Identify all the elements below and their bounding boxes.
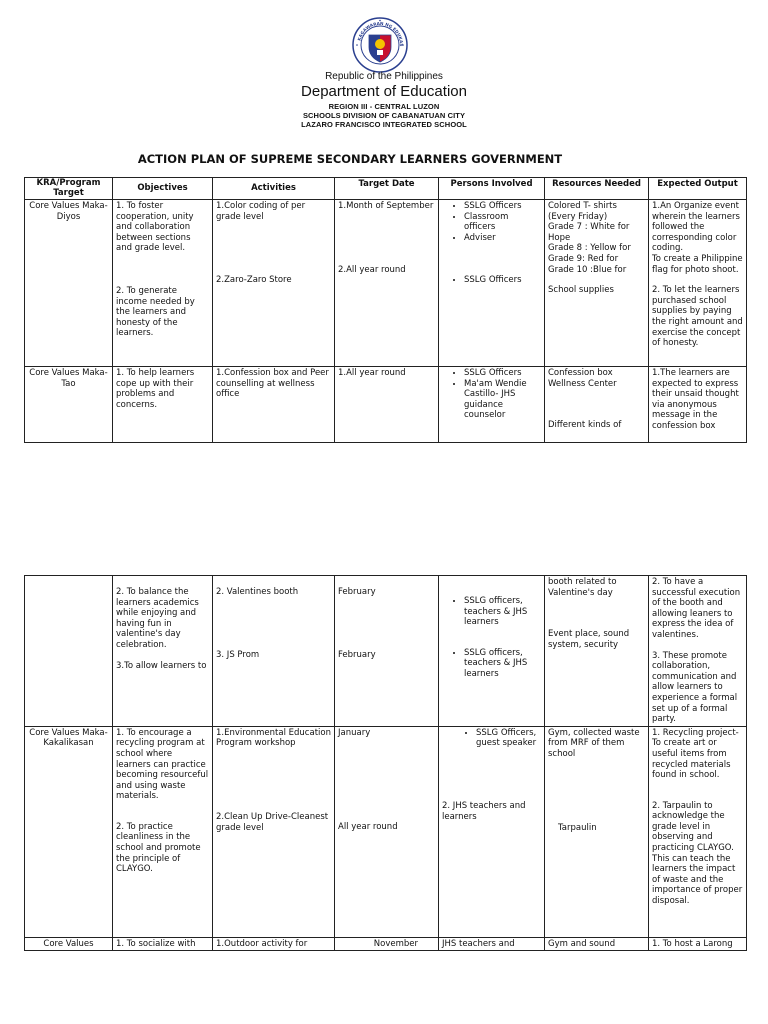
target-date-item: February — [338, 587, 376, 597]
table-row — [25, 576, 747, 727]
target-date-item: November — [373, 938, 418, 949]
person-item: • SSLG Officers — [464, 368, 541, 379]
division-line: SCHOOLS DIVISION OF CABANATUAN CITY — [302, 111, 466, 120]
seal-text: KAGAWARAN NG EDUKAS — [356, 20, 405, 47]
action-plan-table-part2 — [24, 575, 747, 951]
activity-item: 1.Outdoor activity for — [216, 938, 308, 949]
output-cell — [649, 726, 747, 937]
column-header: Target Date — [335, 178, 439, 200]
column-header: Activities — [213, 178, 335, 200]
person-item: • SSLG Officers — [464, 201, 541, 212]
deped-seal-logo — [352, 17, 408, 73]
activities-cell — [213, 726, 335, 937]
resources-cell — [545, 726, 649, 937]
persons-cell — [439, 367, 545, 443]
objectives-cell — [113, 937, 213, 951]
activities-cell — [213, 576, 335, 727]
column-header: Persons Involved — [439, 178, 545, 200]
target-date-item: 2.All year round — [338, 264, 406, 275]
person-item: JHS teachers and — [442, 938, 515, 949]
output-cell — [649, 937, 747, 951]
table-row — [25, 726, 747, 937]
activity-item: 2.Clean Up Drive-Cleanest grade level — [216, 811, 329, 833]
target-date-cell — [335, 576, 439, 727]
person-item: 2. JHS teachers and learners — [442, 800, 526, 822]
activity-item: 2.Zaro-Zaro Store — [216, 275, 292, 286]
department-name: Department of Education — [301, 83, 467, 100]
objective-item: 1. To help learners cope up with their problems and concerns. — [116, 368, 195, 410]
activities-cell — [213, 937, 335, 951]
persons-cell — [439, 726, 545, 937]
region-line: REGION III - CENTRAL LUZON — [328, 102, 440, 111]
kra-cell: Core Values Maka-Kakalikasan — [25, 726, 113, 937]
action-plan-table-part1 — [24, 177, 747, 443]
person-item: • Classroom officers — [464, 212, 541, 233]
persons-cell — [439, 200, 545, 367]
target-date-item: 1.Month of September — [338, 201, 434, 211]
output-cell — [649, 367, 747, 443]
resource-item: Tarpaulin — [558, 822, 597, 833]
target-date-cell — [335, 200, 439, 367]
column-header: Objectives — [113, 178, 213, 200]
objective-item: 2. To practice cleanliness in the school and promote the principle of CLAYGO. — [116, 821, 201, 875]
objective-item: 1. To socialize with — [116, 938, 196, 949]
target-date-cell — [335, 726, 439, 937]
resource-item: Gym, collected waste from MRF of them school — [548, 727, 640, 759]
document-title: ACTION PLAN OF SUPREME SECONDARY LEARNERS GOVERNMENT — [137, 152, 563, 166]
objectives-cell — [113, 576, 213, 727]
kra-cell — [25, 576, 113, 727]
kra-cell: Core Values Maka-Tao — [25, 367, 113, 443]
objectives-cell — [113, 367, 213, 443]
persons-cell — [439, 937, 545, 951]
resource-item: Colored T- shirts (Every Friday) Grade 7 : White for Hope Grade 8 : Yellow for Grade 9: Red for Grade 10 :Blue for — [548, 201, 631, 275]
table-row — [25, 367, 747, 443]
activity-item: 3. JS Prom — [216, 649, 260, 660]
activity-item: 1.Environmental Education Program workshop — [216, 727, 331, 749]
activities-cell — [213, 367, 335, 443]
persons-cell — [439, 576, 545, 727]
target-date-item: February — [338, 649, 376, 660]
person-item: • SSLG Officers — [464, 275, 541, 286]
target-date-item: 1.All year round — [338, 368, 406, 378]
resource-item: Event place, sound system, security — [548, 629, 630, 650]
resource-item: School supplies — [548, 285, 614, 296]
resources-cell — [545, 200, 649, 367]
kra-cell: Core Values — [25, 937, 113, 951]
objective-item: 2. To balance the learners academics while enjoying and having fun in valentine's day celebration. — [116, 587, 199, 650]
school-line: LAZARO FRANCISCO INTEGRATED SCHOOL — [301, 120, 467, 129]
person-item: • Adviser — [464, 233, 541, 244]
resources-cell — [545, 937, 649, 951]
output-item: 1.The learners are expected to express their unsaid thought via anonymous message in the confession box — [652, 368, 739, 431]
activity-item: 1.Color coding of per grade level — [216, 201, 306, 222]
objective-item: 3.To allow learners to — [116, 660, 207, 671]
target-date-item: All year round — [338, 822, 398, 833]
activity-item: 1.Confession box and Peer counselling at wellness office — [216, 368, 329, 400]
table-row — [25, 200, 747, 367]
resource-item: Different kinds of — [548, 420, 622, 431]
activity-item: 2. Valentines booth — [216, 587, 299, 597]
output-cell — [649, 576, 747, 727]
target-date-cell — [335, 367, 439, 443]
kra-cell: Core Values Maka-Diyos — [25, 200, 113, 367]
resources-cell — [545, 576, 649, 727]
person-item: • SSLG officers, teachers & JHS learners — [464, 648, 541, 680]
output-cell — [649, 200, 747, 367]
table-header-row — [25, 178, 747, 200]
output-item: 3. These promote collaboration, communication and allow learners to experience a formal set up of a formal party. — [652, 650, 738, 725]
output-item: 1. Recycling project- To create art or useful items from recycled materials found in school. — [652, 727, 739, 781]
person-item: • SSLG Officers, guest speaker — [476, 728, 541, 749]
objectives-cell — [113, 200, 213, 367]
person-item: • Ma'am Wendie Castillo- JHS guidance counselor — [464, 379, 541, 421]
output-item: 2. Tarpaulin to acknowledge the grade level in observing and practicing CLAYGO. This can teach the learners the impact of waste and the importance of proper disposal. — [652, 800, 743, 907]
objective-item: 1. To encourage a recycling program at school where learners can practice becoming resourceful and using waste materials. — [116, 727, 209, 802]
column-header: Resources Needed — [545, 178, 649, 200]
column-header: KRA/Program Target — [25, 178, 113, 200]
table-row — [25, 937, 747, 951]
resource-item: Confession box Wellness Center — [548, 368, 617, 389]
column-header: Expected Output — [649, 178, 747, 200]
target-date-cell — [335, 937, 439, 951]
output-item: 1.An Organize event wherein the learners followed the corresponding color coding. To create a Philippine flag for photo shoot. — [652, 201, 743, 275]
objective-item: 2. To generate income needed by the learners and honesty of the learners. — [116, 285, 195, 339]
target-date-item: January — [338, 727, 371, 738]
resource-item: booth related to Valentine's day — [548, 577, 617, 598]
objective-item: 1. To foster cooperation, unity and collaboration between sections and grade level. — [116, 201, 194, 254]
output-item: 1. To host a Larong — [652, 938, 733, 949]
output-item: 2. To let the learners purchased school supplies by paying the right amount and exercise the concept of honesty. — [652, 285, 743, 349]
republic-line: Republic of the Philippines — [325, 71, 443, 82]
resources-cell — [545, 367, 649, 443]
resource-item: Gym and sound — [548, 938, 616, 949]
objectives-cell — [113, 726, 213, 937]
person-item: • SSLG officers, teachers & JHS learners — [464, 596, 541, 628]
activities-cell — [213, 200, 335, 367]
output-item: 2. To have a successful execution of the booth and allowing leaners to express the idea of valentines. — [652, 577, 741, 640]
